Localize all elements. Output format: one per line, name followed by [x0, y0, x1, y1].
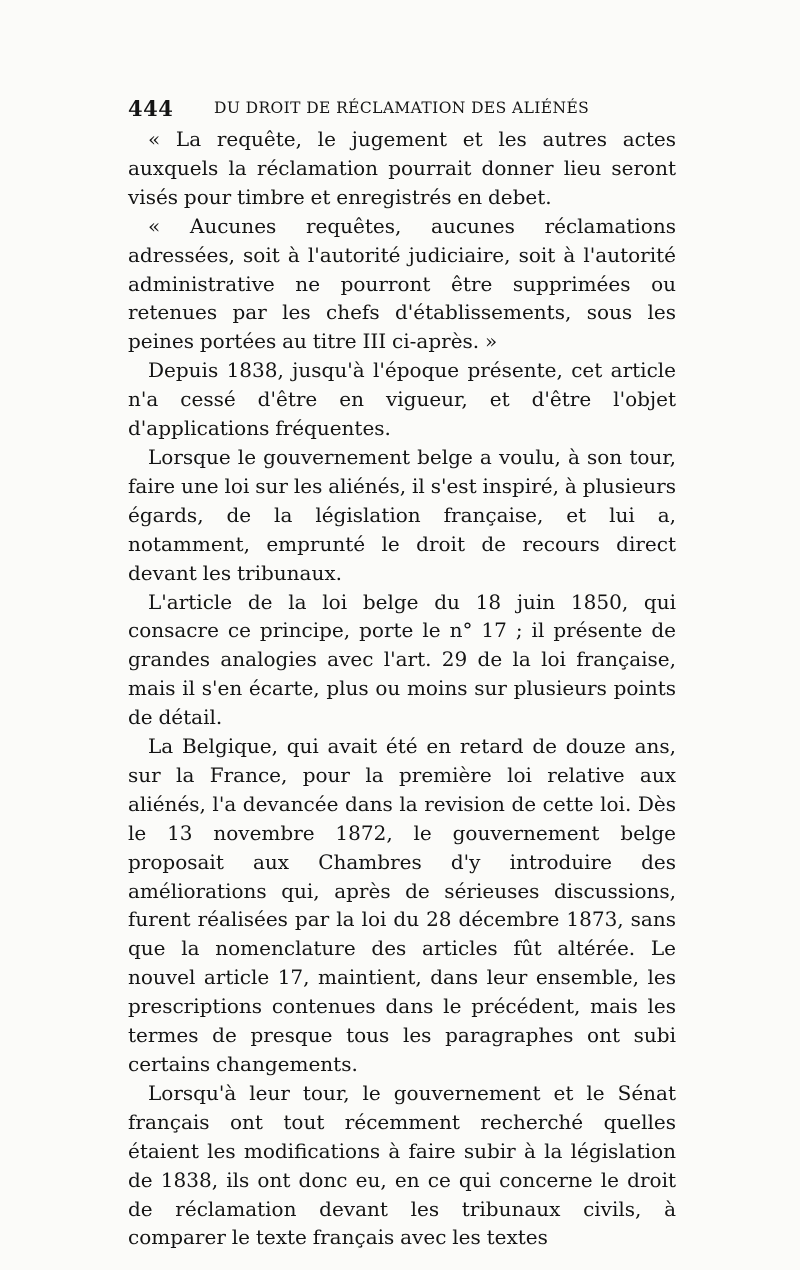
body-text [128, 125, 676, 1252]
paragraph-depuis-1838: Depuis 1838, jusqu'à l'époque présente, cet article n'a cessé d'être en vigueur, et d'être l'objet d'applications fréquentes. [128, 358, 676, 441]
page-number: 444 [128, 96, 174, 121]
paragraph-quote-requetes: « Aucunes requêtes, aucunes réclamations adressées, soit à l'autorité judiciaire, soit à l'autorité administrative ne pourront être supprimées ou retenues par les chefs d'établissements, sous les peines portées au titre III ci-après. » [128, 213, 676, 354]
paragraph-belgique: La Belgique, qui avait été en retard de douze ans, sur la France, pour la première loi relative aux aliénés, l'a devancée dans la revision de cette loi. Dès le 13 novembre 1872, le gouvernement belge proposait aux Chambres d'y introduire des améliorations qui, après de sérieuses discussions, furent réalisées par la loi du 28 décembre 1873, sans que la nomenclature des articles fût altérée. Le nouvel article 17, maintient, dans leur ensemble, les prescriptions contenues dans le précédent, mais les termes de presque tous les paragraphes ont subi certains changements. [128, 734, 676, 1076]
paragraph-gouvernement-belge: Lorsque le gouvernement belge a voulu, à son tour, faire une loi sur les aliénés, il s'est inspiré, à plusieurs égards, de la législation française, et lui a, notamment, emprunté le droit de recours direct devant les tribunaux. [128, 444, 676, 585]
paragraph-quote-requete: « La requête, le jugement et les autres actes auxquels la réclamation pourrait donner lieu seront visés pour timbre et enregistrés en debet. [128, 127, 676, 209]
running-header [128, 96, 676, 124]
paragraph-senat-francais: Lorsqu'à leur tour, le gouvernement et le Sénat français ont tout récemment recherché quelles étaient les modifications à faire subir à la législation de 1838, ils ont donc eu, en ce qui concerne le droit de réclamation devant les tribunaux civils, à comparer le texte français avec les textes [128, 1080, 676, 1250]
paragraph-article-loi-belge: L'article de la loi belge du 18 juin 1850, qui consacre ce principe, porte le n° 17 ; il présente de grandes analogies avec l'art. 29 de la loi française, mais il s'en écarte, plus ou moins sur plusieurs points de détail. [128, 589, 676, 730]
running-title: DU DROIT DE RÉCLAMATION DES ALIÉNÉS [214, 99, 590, 117]
